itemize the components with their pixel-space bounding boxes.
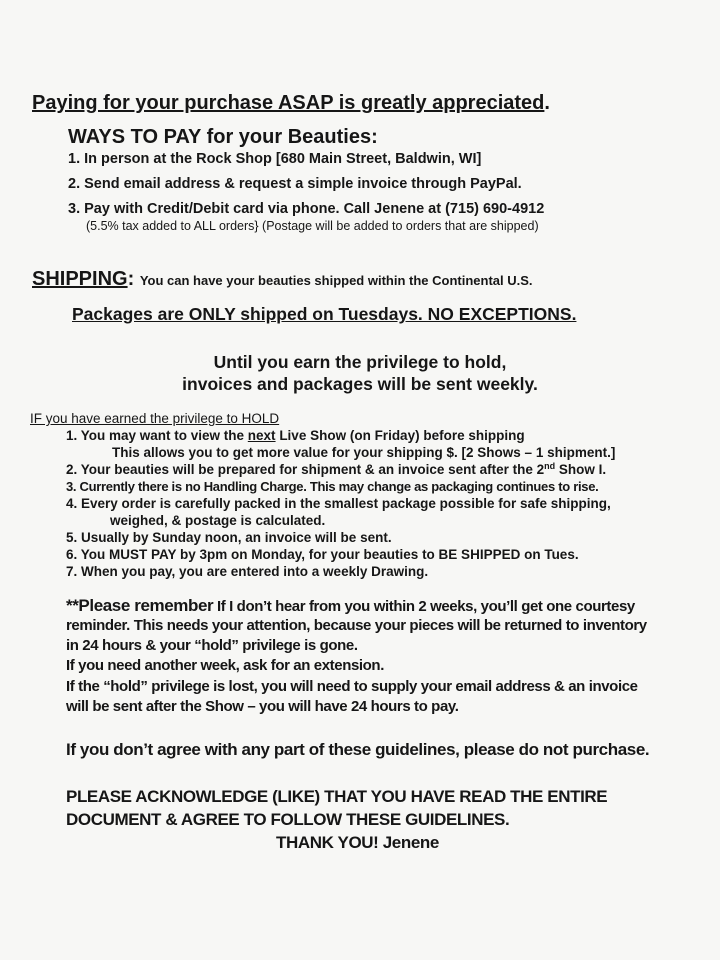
remember-line-3: in 24 hours & your “hold” privilege is gone. (66, 637, 358, 654)
headline (32, 92, 550, 115)
shipping-colon: : (127, 268, 135, 290)
hold-item-2 (66, 462, 606, 477)
disagree-notice: If you don’t agree with any part of these guidelines, please do not purchase. (66, 740, 650, 759)
until-line-2: invoices and packages will be sent weekly. (182, 374, 538, 394)
hold-item-7: 7. When you pay, you are entered into a weekly Drawing. (66, 564, 429, 579)
hold-item-1-post: Live Show (on Friday) before shipping (275, 428, 525, 443)
hold-item-4: 4. Every order is carefully packed in the smallest package possible for safe shipping, (66, 496, 611, 511)
hold-item-5: 5. Usually by Sunday noon, an invoice will be sent. (66, 530, 392, 545)
hold-item-1-pre: 1. You may want to view the (66, 428, 248, 443)
thank-you-signoff: THANK YOU! Jenene (276, 833, 439, 852)
hold-item-1 (66, 428, 525, 443)
headline-period: . (544, 92, 550, 114)
remember-line-2: reminder. This needs your attention, because your pieces will be returned to inventory (66, 617, 647, 634)
remember-line-4: If you need another week, ask for an extension. (66, 657, 384, 674)
until-line-1: Until you earn the privilege to hold, (213, 352, 507, 372)
remember-line-5: If the “hold” privilege is lost, you will need to supply your email address & an invoice (66, 678, 638, 695)
hold-heading: IF you have earned the privilege to HOLD (30, 411, 280, 426)
hold-item-2-pre: 2. Your beauties will be prepared for shipment & an invoice sent after the 2 (66, 462, 545, 477)
acknowledge-line-2: DOCUMENT & AGREE TO FOLLOW THESE GUIDELINES. (66, 810, 510, 829)
hold-item-4-sub: weighed, & postage is calculated. (110, 513, 326, 528)
ways-note: (5.5% tax added to ALL orders} (Postage will be added to orders that are shipped) (86, 219, 539, 233)
ways-item-3: 3. Pay with Credit/Debit card via phone. Call Jenene at (715) 690-4912 (68, 201, 545, 217)
shipping-text: You can have your beauties shipped within the Continental U.S. (139, 273, 533, 288)
hold-item-3: 3. Currently there is no Handling Charge. This may change as packaging continues to rise. (66, 479, 599, 494)
hold-item-2-sup: nd (544, 461, 556, 471)
packages-notice: Packages are ONLY shipped on Tuesdays. NO EXCEPTIONS. (72, 304, 577, 324)
hold-item-1-sub: This allows you to get more value for your shipping $. [2 Shows – 1 shipment.] (112, 445, 616, 460)
shipping-label: SHIPPING (32, 268, 128, 290)
ways-title: WAYS TO PAY for your Beauties: (68, 126, 378, 148)
remember-line-1-text: If I don’t hear from you within 2 weeks, you’ll get one courtesy (213, 598, 635, 615)
remember-line-1 (66, 596, 635, 616)
remember-lead: **Please remember (66, 596, 214, 615)
hold-item-2-post: Show I. (555, 462, 607, 477)
headline-text: Paying for your purchase ASAP is greatly appreciated (32, 92, 545, 114)
ways-item-1: 1. In person at the Rock Shop [680 Main Street, Baldwin, WI] (68, 151, 482, 167)
ways-item-2: 2. Send email address & request a simple invoice through PayPal. (68, 176, 522, 192)
acknowledge-line-1: PLEASE ACKNOWLEDGE (LIKE) THAT YOU HAVE READ THE ENTIRE (66, 787, 608, 806)
shipping-heading (32, 268, 533, 291)
remember-line-6: will be sent after the Show – you will have 24 hours to pay. (66, 698, 459, 715)
hold-item-6: 6. You MUST PAY by 3pm on Monday, for your beauties to BE SHIPPED on Tues. (66, 547, 579, 562)
hold-item-1-next: next (247, 428, 276, 443)
